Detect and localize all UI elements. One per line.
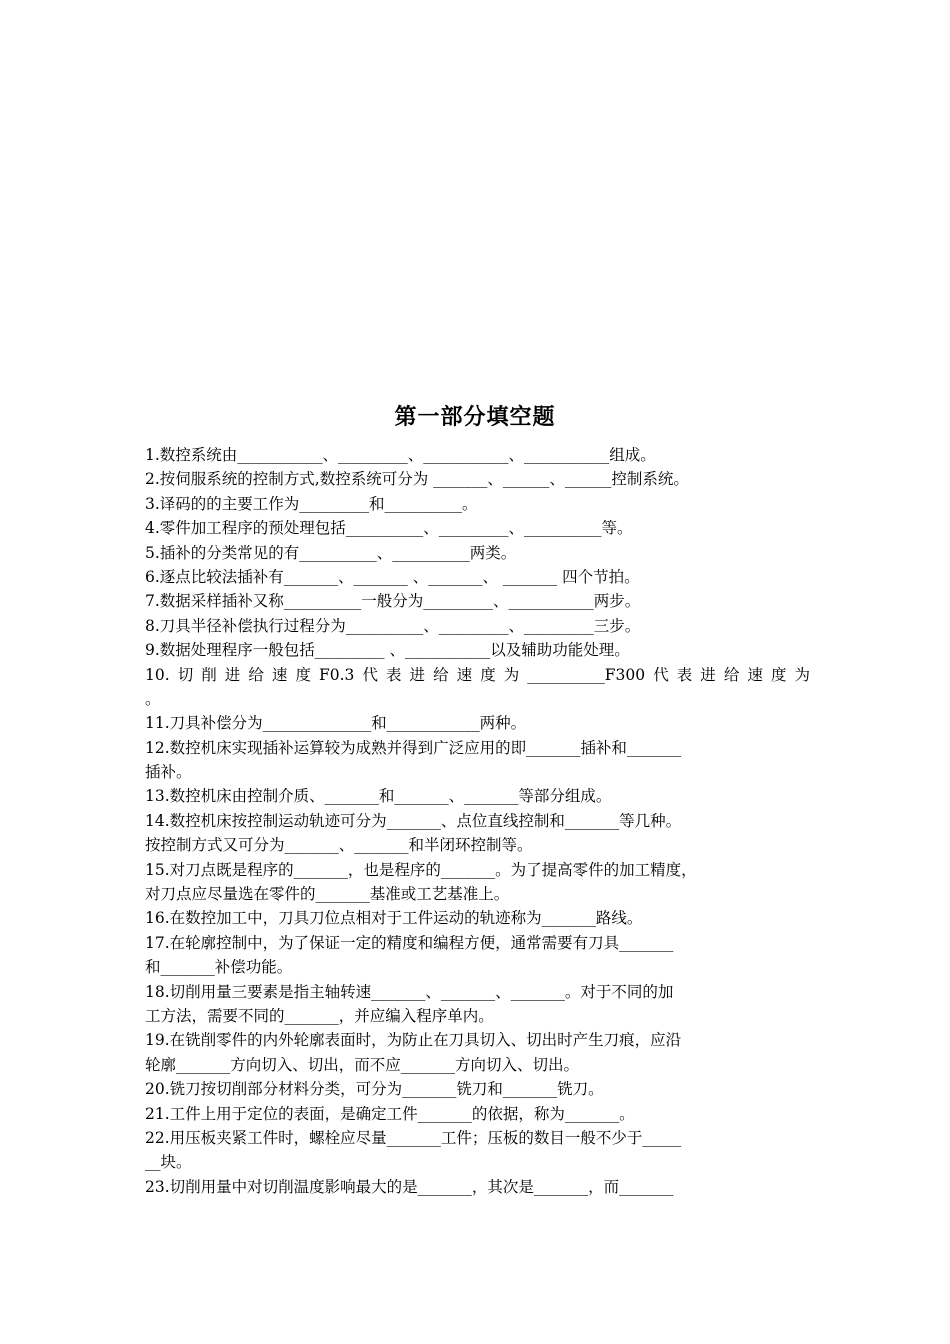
text-line: 22.用压板夹紧工件时，螺栓应尽量_______工件；压板的数目一般不少于_____	[145, 1128, 682, 1147]
text-line: __块。	[145, 1153, 192, 1172]
text-line: 7.数据采样插补又称__________一般分为_________、___________两步。	[145, 592, 641, 611]
text-line: 17.在轮廓控制中，为了保证一定的精度和编程方便，通常需要有刀具_______	[145, 933, 674, 952]
text-line: 18.切削用量三要素是指主轴转速_______、_______、_______。对于不同的加	[145, 982, 674, 1001]
text-line: 工方法，需要不同的_______，并应编入程序单内。	[145, 1006, 494, 1025]
text-line: 轮廓_______方向切入、切出，而不应_______方向切入、切出。	[145, 1055, 580, 1074]
text-line: 15.对刀点既是程序的_______，也是程序的_______。为了提高零件的加工精度，	[145, 860, 697, 879]
text-line: 10.切削进给速度F0.3代表进给速度为__________F300代表进给速度为	[145, 665, 810, 684]
text-line: 13.数控机床由控制介质、_______和_______、_______等部分组成。	[145, 787, 612, 806]
text-line: 6.逐点比较法插补有_______、_______ 、_______、 _______ 四个节拍。	[145, 567, 640, 586]
text-line: 8.刀具半径补偿执行过程分为__________、_________、_________三步。	[145, 616, 641, 635]
text-line: 20.铣刀按切削部分材料分类，可分为_______铣刀和_______铣刀。	[145, 1080, 604, 1099]
text-line: 5.插补的分类常见的有__________、__________两类。	[145, 543, 517, 562]
text-line: 3.译码的的主要工作为_________和__________。	[145, 494, 478, 513]
text-line: 插补。	[145, 763, 192, 782]
text-line: 23.切削用量中对切削温度影响最大的是_______，其次是_______，而_______	[145, 1177, 674, 1196]
text-line: 和_______补偿功能。	[145, 958, 293, 977]
text-line: 16.在数控加工中，刀具刀位点相对于工件运动的轨迹称为_______路线。	[145, 909, 643, 928]
page-title: 第一部分填空题	[394, 405, 556, 430]
text-line: 19.在铣削零件的内外轮廓表面时，为防止在刀具切入、切出时产生刀痕，应沿	[145, 1031, 682, 1050]
text-line: 9.数据处理程序一般包括_________ 、___________以及辅助功能处理。	[145, 641, 630, 660]
text-line: 11.刀具补偿分为______________和____________两种。	[145, 714, 527, 733]
text-line: 21.工件上用于定位的表面，是确定工件_______的依据，称为_______。	[145, 1104, 635, 1123]
text-line: 2.按伺服系统的控制方式,数控系统可分为 _______、______、______控制系统。	[145, 470, 689, 489]
text-line: 14.数控机床按控制运动轨迹可分为_______、点位直线控制和_______等几种。	[145, 811, 682, 830]
text-line: 12.数控机床实现插补运算较为成熟并得到广泛应用的即_______插补和_______	[145, 738, 682, 757]
question-list	[145, 443, 810, 1199]
text-line: 按控制方式又可分为_______、_______和半闭环控制等。	[145, 836, 533, 855]
text-line: 4.零件加工程序的预处理包括__________、_________、__________等。	[145, 519, 633, 538]
text-line: 1.数控系统由___________、_________、___________、___________组成。	[145, 446, 656, 464]
text-line: 。	[145, 689, 161, 708]
text-line: 对刀点应尽量选在零件的_______基准或工艺基准上。	[145, 885, 510, 904]
